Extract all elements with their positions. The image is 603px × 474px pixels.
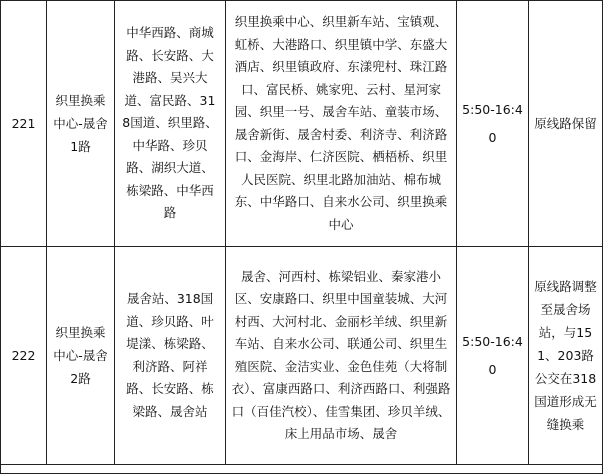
route-stops: 织里换乘中心、织里新车站、宝镇观、虹桥、大港路口、织里镇中学、东盛大酒店、织里镇政府、东漾兜村、珠江路口、富民桥、姚家兜、云村、星河家园、织里一号、晟舍车站、童装市场、晟舍新街、晟舍村委、利济寺、利济路口、金海岸、仁济医院、栖梧桥、织里人民医院、织里北路加油站、棉布城东、中华路口、自来水公司、织里换乘中心: [234, 14, 448, 232]
route-name-cell: [47, 247, 115, 465]
route-number-cell: [1, 1, 47, 247]
route-time: 5:50-16:40: [462, 333, 523, 377]
route-name: 织里换乘中心-晟舍2路: [53, 325, 108, 386]
table-row: [1, 1, 603, 247]
route-stops-cell: [226, 1, 457, 247]
route-time-cell: [457, 1, 529, 247]
empty-cell: [1, 465, 603, 474]
route-remark-cell: [529, 247, 603, 465]
route-name-cell: [47, 1, 115, 247]
route-stops: 晟舍、河西村、栋梁铝业、秦家港小区、安康路口、织里中国童装城、大河村西、大河村北、金丽杉羊绒、织里新车站、自来水公司、联通公司、织里生殖医院、金洁实业、金色佳苑（大将制衣）、富康西路口、利济西路口、利强路口（百佳汽校）、佳雪集团、珍贝羊绒、床上用品市场、晟舍: [231, 268, 451, 441]
route-remark-cell: [529, 1, 603, 247]
route-path: 晟舍站、318国道、珍贝路、叶堤漾、栋梁路、利济路、阿祥路、长安路、栋梁路、晟舍站: [126, 291, 214, 419]
route-time-cell: [457, 247, 529, 465]
route-number: 221: [11, 116, 36, 131]
route-remark: 原线路保留: [534, 116, 597, 131]
route-number: 222: [11, 348, 36, 363]
route-time: 5:50-16:40: [462, 101, 523, 145]
route-remark: 原线路调整至晟舍场站，与151、203路公交在318国道形成无缝换乘: [534, 279, 597, 432]
route-name: 织里换乘中心-晟舍1路: [53, 93, 108, 154]
route-path-cell: [115, 1, 226, 247]
route-path: 中华西路、商城路、长安路、大港路、吴兴大道、富民路、318国道、织里路、中华路、珍贝路、湖织大道、栋梁路、中华西路: [122, 25, 218, 221]
table-row: [1, 247, 603, 465]
route-number-cell: [1, 247, 47, 465]
route-stops-cell: [226, 247, 457, 465]
table-row-partial: [1, 465, 603, 474]
route-path-cell: [115, 247, 226, 465]
